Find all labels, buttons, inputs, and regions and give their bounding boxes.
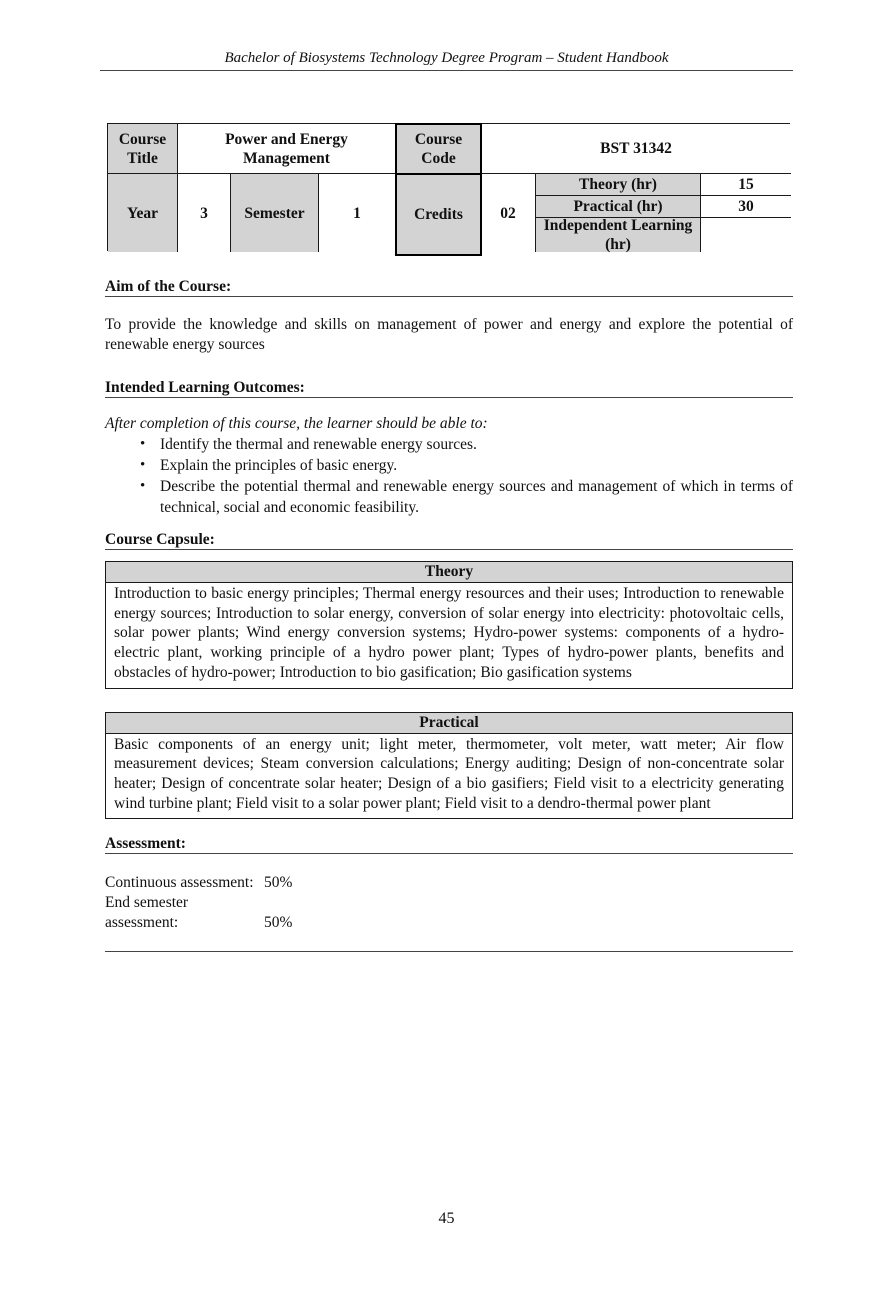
credits-value-cell: 02 <box>481 174 536 252</box>
assessment-label: Continuous assessment: <box>105 874 254 892</box>
assessment-row <box>105 873 793 893</box>
assessment-rows <box>105 873 793 933</box>
year-value-cell: 3 <box>178 174 231 252</box>
practical-hours-label-cell: Practical (hr) <box>536 196 701 218</box>
closing-rule <box>105 951 793 952</box>
semester-label-cell: Semester <box>231 174 319 252</box>
theory-hours-value-cell: 15 <box>701 174 791 196</box>
course-title-label-cell: Course Title <box>108 124 178 174</box>
course-info-table <box>107 123 790 251</box>
theory-box-title: Theory <box>106 562 792 583</box>
ilo-item: • Explain the principles of basic energy. <box>105 455 793 476</box>
course-title-value-cell: Power and Energy Management <box>178 124 396 174</box>
credits-label-cell: Credits <box>395 173 482 256</box>
year-label-cell: Year <box>108 174 178 252</box>
course-code-value-cell: BST 31342 <box>481 124 791 174</box>
ilo-item: • Identify the thermal and renewable energy sources. <box>105 434 793 455</box>
page-number: 45 <box>438 1210 455 1227</box>
practical-box-title: Practical <box>106 713 792 734</box>
assessment-row <box>105 893 793 933</box>
page-content <box>105 123 793 952</box>
assessment-value: 50% <box>264 874 293 892</box>
assessment-heading: Assessment: <box>105 834 793 854</box>
practical-hours-value-cell: 30 <box>701 196 791 218</box>
aim-text: To provide the knowledge and skills on management of power and energy and explore the potential of renewable energy sources <box>105 316 793 353</box>
independent-learning-label-cell: Independent Learning (hr) <box>536 218 701 252</box>
ilo-heading: Intended Learning Outcomes: <box>105 378 793 398</box>
ilo-intro: After completion of this course, the learner should be able to: <box>105 415 488 432</box>
ilo-list <box>105 434 793 518</box>
theory-capsule-box <box>105 561 793 689</box>
ilo-item: • Describe the potential thermal and renewable energy sources and management of which in terms of technical, social and economic feasibility. <box>105 476 793 518</box>
independent-learning-value-cell <box>701 218 791 252</box>
running-header <box>100 50 793 71</box>
assessment-label: End semester assessment: <box>105 894 189 932</box>
capsule-heading: Course Capsule: <box>105 530 793 550</box>
semester-value-cell: 1 <box>319 174 396 252</box>
practical-capsule-box <box>105 712 793 820</box>
course-code-label-cell: Course Code <box>395 123 482 175</box>
running-header-text: Bachelor of Biosystems Technology Degree Program – Student Handbook <box>224 50 669 66</box>
practical-box-text: Basic components of an energy unit; light meter, thermometer, volt meter, watt meter; Air flow measurement devices; Steam conversion calculations; Energy auditing; Design of non-concentrate solar heater; Design of concentrate solar heater; Design of a bio gasifiers; Field visit to a electricity generating wind turbine plant; Field visit to a solar power plant; Field visit to a dendro-thermal power plant <box>114 735 784 812</box>
assessment-value: 50% <box>264 914 293 932</box>
theory-box-text: Introduction to basic energy principles; Thermal energy resources and their uses; Introduction to renewable energy sources; Introduction to solar energy, conversion of solar energy into electricity: photovoltaic cells, solar power plants; Wind energy conversion systems; Hydro-power systems: components of a hydro-electric plant, working principle of a hydro power plant; Types of hydro-power plants, benefits and obstacles of hydro-power; Introduction to bio gasification; Bio gasification systems <box>114 585 784 681</box>
aim-heading: Aim of the Course: <box>105 277 793 297</box>
theory-hours-label-cell: Theory (hr) <box>536 174 701 196</box>
